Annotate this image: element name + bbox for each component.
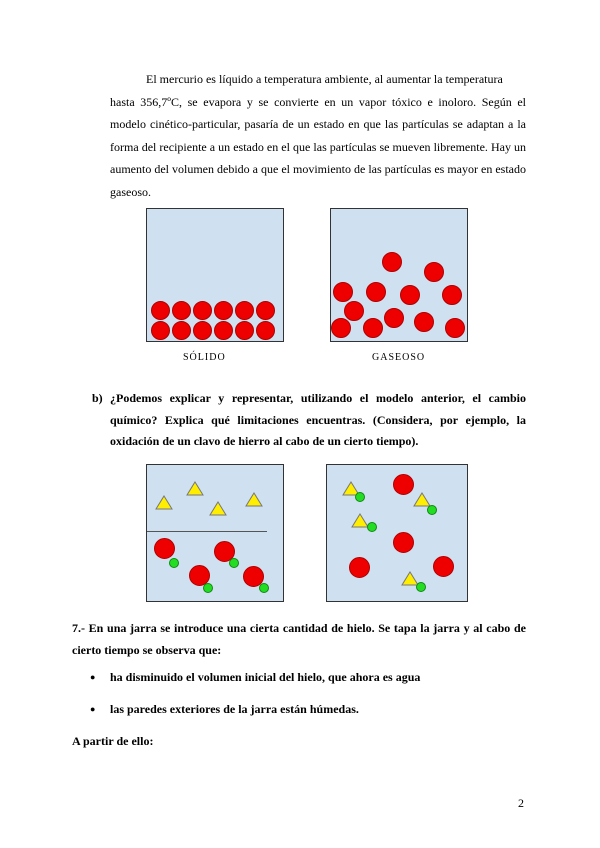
surface-line [147, 531, 267, 532]
particle [344, 301, 364, 321]
particle [151, 321, 170, 340]
particle [193, 301, 212, 320]
green-particle [427, 505, 437, 515]
intro-first-line: El mercurio es líquido a temperatura ambiente, al aumentar la temperatura [146, 72, 503, 86]
yellow-triangle [245, 492, 263, 507]
green-particle [169, 558, 179, 568]
green-particle [229, 558, 239, 568]
question-b-text: ¿Podemos explicar y representar, utilizando el modelo anterior, el cambio químico? Explica qué limitaciones encuentras. (Considera, por ejemplo, la oxidación de un clavo de hierro al cabo de un cierto tiempo). [110, 391, 526, 448]
intro-rest: hasta 356,7ºC, se evapora y se convierte en un vapor tóxico e inoloro. Según el modelo cinético-particular, pasaría de un estado en que las partículas se adaptan a la forma del recipiente a un estado en el que las partículas se mueven libremente. Hay un aumento del volumen debido a que el movimiento de las partículas es mayor en estado gaseoso. [110, 94, 526, 199]
solid-state-diagram [146, 208, 284, 342]
particle [414, 312, 434, 332]
yellow-triangle [413, 492, 431, 507]
green-particle [416, 582, 426, 592]
green-particle [367, 522, 377, 532]
caption-solid: SÓLIDO [183, 352, 226, 363]
particle [442, 285, 462, 305]
particle [349, 557, 370, 578]
reaction-before-diagram [146, 464, 284, 602]
particle [424, 262, 444, 282]
yellow-triangle [209, 501, 227, 516]
particle [151, 301, 170, 320]
particle [393, 474, 414, 495]
reaction-after-diagram [326, 464, 468, 602]
particle [384, 308, 404, 328]
particle [256, 321, 275, 340]
particle [333, 282, 353, 302]
particle [363, 318, 383, 338]
green-particle [355, 492, 365, 502]
particle [193, 321, 212, 340]
bullet-text: ha disminuido el volumen inicial del hielo, que ahora es agua [110, 670, 421, 684]
yellow-triangle [186, 481, 204, 496]
bullet-text: las paredes exteriores de la jarra están húmedas. [110, 702, 359, 716]
intro-paragraph [110, 68, 526, 203]
yellow-triangle [155, 495, 173, 510]
question-b [92, 388, 526, 453]
particle [235, 301, 254, 320]
question-b-label: b) [92, 391, 103, 405]
bullet-icon: ● [90, 704, 96, 714]
closing-prompt: A partir de ello: [72, 734, 154, 748]
particle [235, 321, 254, 340]
particle [433, 556, 454, 577]
green-particle [259, 583, 269, 593]
particle [393, 532, 414, 553]
particle [256, 301, 275, 320]
page-number: 2 [518, 796, 524, 810]
particle [382, 252, 402, 272]
particle [172, 301, 191, 320]
particle [214, 301, 233, 320]
gas-state-diagram [330, 208, 468, 342]
question-7: 7.- En una jarra se introduce una cierta cantidad de hielo. Se tapa la jarra y al cabo de cierto tiempo se observa que: [72, 621, 526, 657]
caption-gas: GASEOSO [372, 352, 426, 363]
particle [154, 538, 175, 559]
particle [400, 285, 420, 305]
green-particle [203, 583, 213, 593]
bullet-icon: ● [90, 672, 96, 682]
particle [331, 318, 351, 338]
particle [445, 318, 465, 338]
particle [214, 321, 233, 340]
particle [366, 282, 386, 302]
particle [172, 321, 191, 340]
